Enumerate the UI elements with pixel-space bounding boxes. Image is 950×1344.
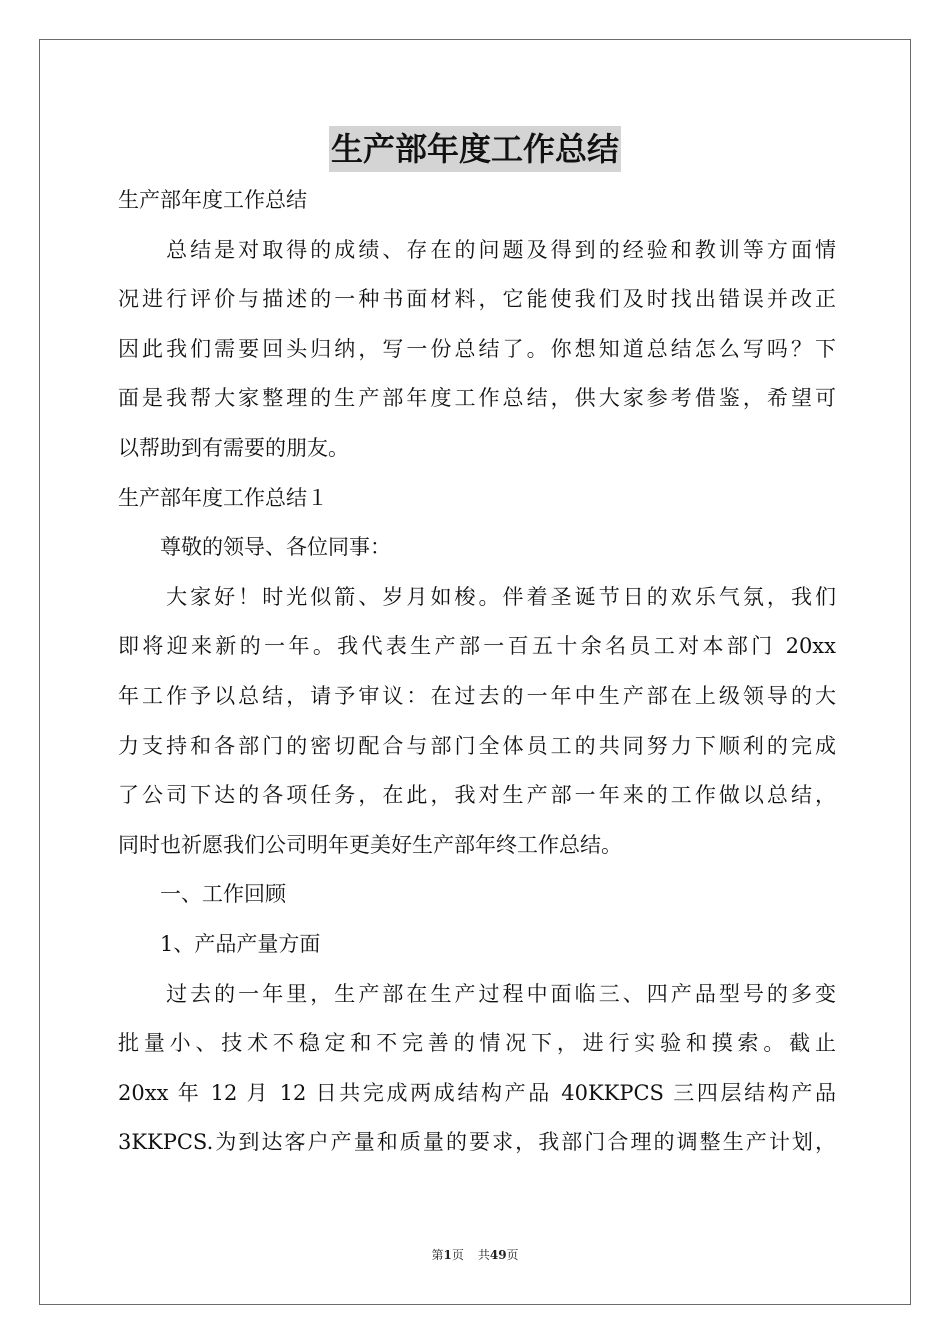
- title-container: [0, 126, 950, 172]
- body-line: 3KKPCS.为到达客户产量和质量的要求，我部门合理的调整生产计划，: [118, 1130, 836, 1155]
- page-number: 1: [443, 1248, 452, 1262]
- document-body: [118, 176, 836, 1168]
- total-prefix: 共: [477, 1248, 490, 1262]
- document-title: 生产部年度工作总结: [329, 126, 621, 172]
- total-suffix: 页: [506, 1248, 519, 1262]
- subsection-heading: 一、工作回顾: [118, 882, 286, 907]
- section-heading: 生产部年度工作总结１: [118, 485, 328, 510]
- body-line: 力支持和各部门的密切配合与部门全体员工的共同努力下顺利的完成: [118, 733, 836, 758]
- body-line: 面是我帮大家整理的生产部年度工作总结，供大家参考借鉴，希望可: [118, 386, 836, 411]
- body-line: 以帮助到有需要的朋友。: [118, 435, 349, 460]
- salutation-line: 尊敬的领导、各位同事：: [118, 535, 391, 560]
- body-line: 过去的一年里，生产部在生产过程中面临三、四产品型号的多变: [118, 981, 836, 1006]
- body-line: 即将迎来新的一年。我代表生产部一百五十余名员工对本部门 20xx: [118, 634, 836, 659]
- body-line: 况进行评价与描述的一种书面材料，它能使我们及时找出错误并改正: [118, 287, 836, 312]
- total-pages: 49: [489, 1248, 507, 1262]
- body-line: 同时也祈愿我们公司明年更美好生产部年终工作总结。: [118, 832, 622, 857]
- page-footer: [0, 1246, 950, 1263]
- subsection-heading: 1、产品产量方面: [118, 931, 321, 956]
- body-line: 总结是对取得的成绩、存在的问题及得到的经验和教训等方面情: [118, 237, 836, 262]
- body-line: 了公司下达的各项任务，在此，我对生产部一年来的工作做以总结，: [118, 783, 836, 808]
- subtitle-line: 生产部年度工作总结: [118, 188, 307, 212]
- body-line: 批量小、技术不稳定和不完善的情况下，进行实验和摸索。截止: [118, 1031, 836, 1056]
- body-line: 年工作予以总结，请予审议：在过去的一年中生产部在上级领导的大: [118, 683, 836, 708]
- page-suffix: 页: [451, 1248, 464, 1262]
- body-line: 因此我们需要回头归纳，写一份总结了。你想知道总结怎么写吗？下: [118, 336, 836, 361]
- page-prefix: 第: [431, 1248, 444, 1262]
- body-line: 20xx 年 12 月 12 日共完成两成结构产品 40KKPCS 三四层结构产品: [118, 1080, 836, 1105]
- body-line: 大家好！时光似箭、岁月如梭。伴着圣诞节日的欢乐气氛，我们: [118, 584, 836, 609]
